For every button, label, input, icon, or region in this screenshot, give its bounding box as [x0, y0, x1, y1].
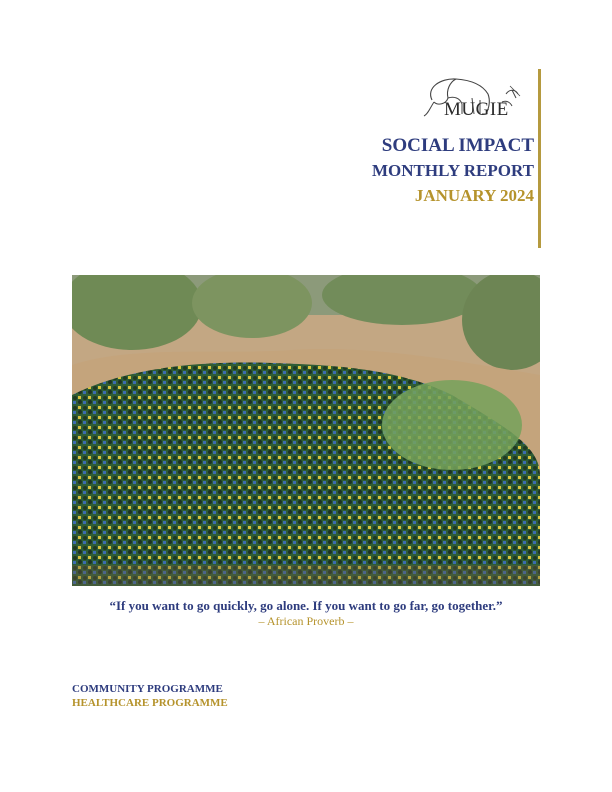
programme-community: COMMUNITY PROGRAMME	[72, 683, 223, 695]
quote-attribution: – African Proverb –	[258, 614, 354, 628]
title-monthly-report: MONTHLY REPORT	[371, 161, 534, 180]
vertical-accent-rule	[538, 69, 541, 248]
logo-wordmark: MUGIE	[444, 99, 509, 120]
mugie-logo	[416, 72, 528, 124]
programme-healthcare: HEALTHCARE PROGRAMME	[72, 697, 228, 709]
title-social-impact: SOCIAL IMPACT	[381, 135, 534, 156]
report-title	[372, 134, 534, 208]
crowd-photo-illustration	[72, 275, 540, 586]
title-date: JANUARY 2024	[414, 186, 534, 205]
cover-photo	[72, 275, 540, 586]
proverb-quote: “If you want to go quickly, go alone. If you want to go far, go together.”	[109, 598, 503, 613]
